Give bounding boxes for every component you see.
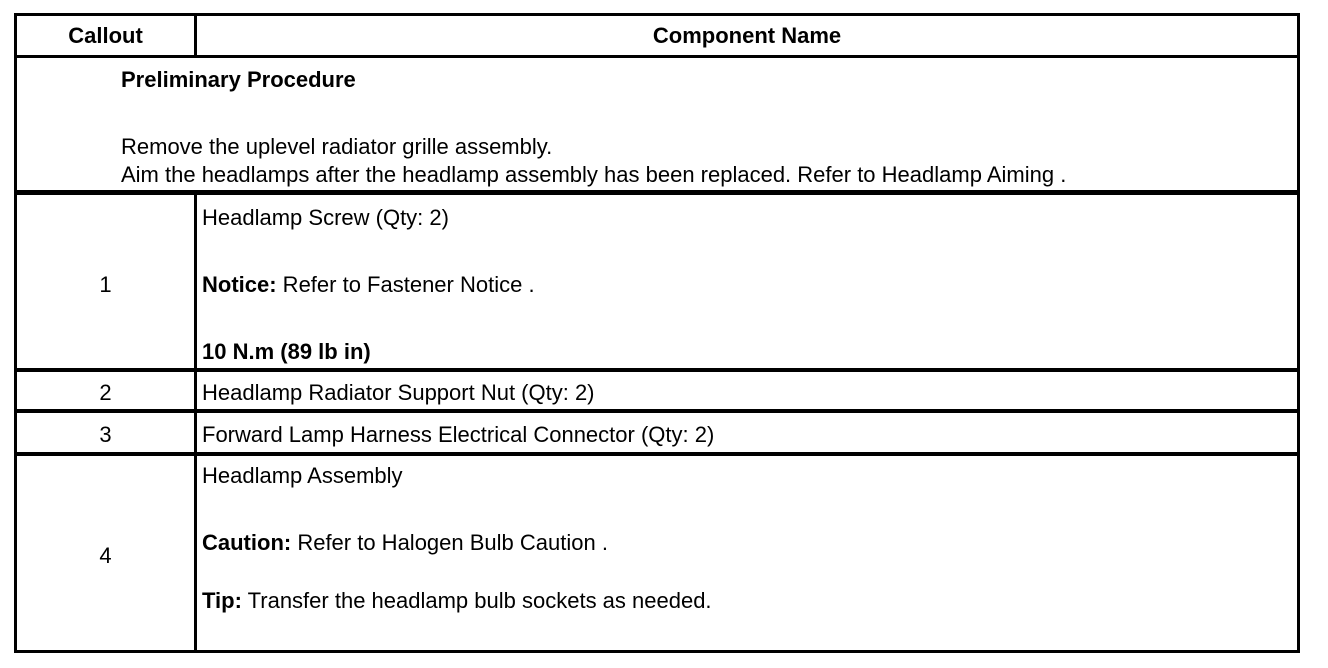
row3-divider: [17, 452, 1297, 456]
preliminary-line-1: Remove the uplevel radiator grille assembly.: [121, 134, 553, 159]
row2-name: Headlamp Radiator Support Nut (Qty: 2): [202, 380, 595, 405]
header-callout: Callout: [68, 23, 143, 48]
header-divider: [17, 55, 1297, 58]
row4-tip: [202, 588, 712, 614]
notice-text: Refer to Fastener Notice .: [276, 272, 535, 297]
row1-divider: [17, 368, 1297, 372]
row2-divider: [17, 409, 1297, 413]
row4-callout: 4: [99, 543, 112, 568]
tip-label: Tip:: [202, 588, 242, 613]
row1-name: Headlamp Screw (Qty: 2): [202, 205, 449, 230]
body-column-divider: [194, 195, 197, 650]
tip-text: Transfer the headlamp bulb sockets as needed.: [241, 588, 712, 613]
row3-name: Forward Lamp Harness Electrical Connector (Qty: 2): [202, 422, 715, 447]
row1-torque: 10 N.m (89 lb in): [202, 339, 371, 364]
header-component-name: Component Name: [652, 23, 842, 48]
caution-label: Caution:: [202, 530, 292, 555]
row1-notice: [202, 272, 535, 298]
preliminary-line-2: Aim the headlamps after the headlamp assembly has been replaced. Refer to Headlamp Aiming .: [121, 162, 1067, 187]
row4-name: Headlamp Assembly: [202, 463, 403, 488]
row1-callout: 1: [99, 272, 112, 297]
component-table: [14, 13, 1300, 653]
notice-label: Notice:: [202, 272, 277, 297]
preliminary-title: Preliminary Procedure: [121, 67, 356, 92]
caution-text: Refer to Halogen Bulb Caution .: [291, 530, 608, 555]
row3-callout: 3: [99, 422, 112, 447]
row2-callout: 2: [99, 380, 112, 405]
preliminary-divider: [17, 190, 1297, 195]
row4-caution: [202, 530, 608, 556]
